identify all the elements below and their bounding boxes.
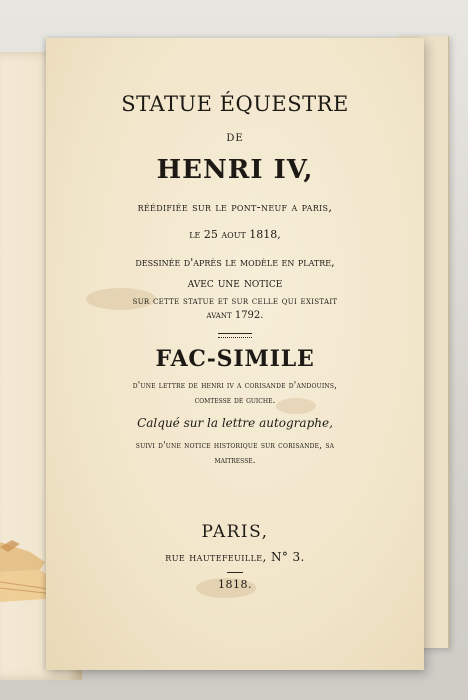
subtitle-line-4: avec une notice xyxy=(187,276,283,291)
subtitle-line-3: dessinée d'après le modèle en platre, xyxy=(135,256,335,269)
imprint-rule xyxy=(227,572,243,573)
letter-line-1: d'une lettre de henri iv a corisande d'andouins, xyxy=(132,381,338,391)
facsimile-heading: FAC-SIMILE xyxy=(155,346,315,372)
notice-line-1: suivi d'une notice historique sur corisande, sa xyxy=(135,441,335,451)
subtitle-line-1: réédifiée sur le pont-neuf a paris, xyxy=(137,200,333,214)
imprint-city: PARIS, xyxy=(201,522,269,542)
ornamental-rule xyxy=(218,333,252,338)
title-line-1: STATUE ÉQUESTRE xyxy=(121,92,349,116)
title-line-2: HENRI IV, xyxy=(156,155,314,185)
subtitle-line-2: le 25 aout 1818, xyxy=(189,228,281,241)
notice-line-2: maitresse. xyxy=(214,456,256,466)
title-de: DE xyxy=(226,133,244,144)
script-line: Calqué sur la lettre autographe, xyxy=(137,416,333,430)
imprint-year: 1818. xyxy=(218,578,252,591)
imprint-address: rue hautefeuille, N° 3. xyxy=(165,550,305,564)
subtitle-line-5: sur cette statue et sur celle qui existait xyxy=(132,296,338,307)
letter-line-2: comtesse de guiche. xyxy=(194,396,276,406)
subtitle-line-6: avant 1792. xyxy=(206,310,264,321)
